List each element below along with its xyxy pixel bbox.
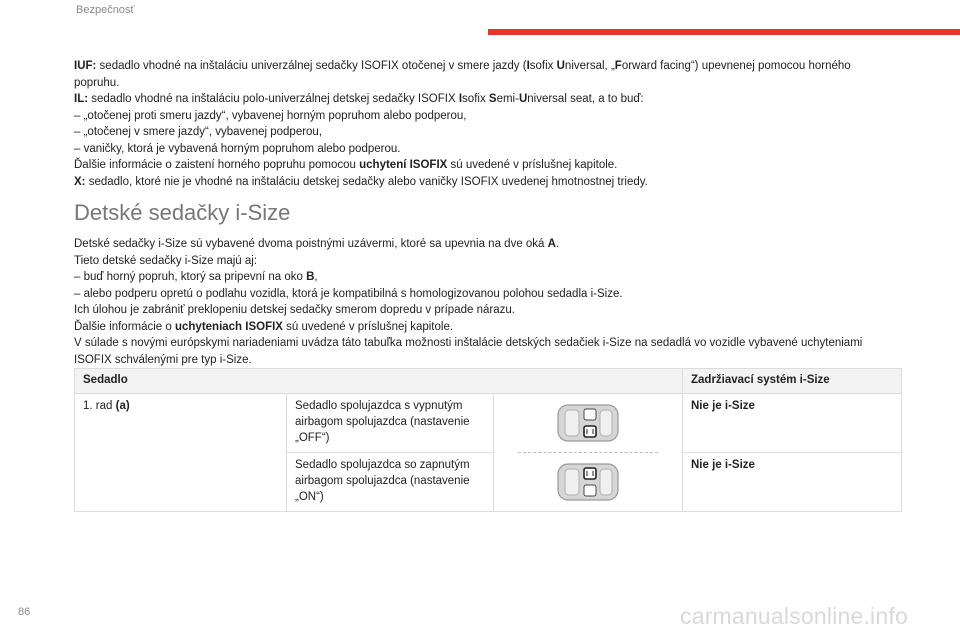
page-number: 86 <box>18 606 31 618</box>
isize-system-status: Nie je i-Size <box>683 453 902 512</box>
iuf-term: IUF: <box>74 60 97 72</box>
il-term: IL: <box>74 93 89 105</box>
car-seat-top-view-icon <box>555 459 621 505</box>
il-option-item: – „otočenej v smere jazdy“, vybavenej podperou, <box>74 126 323 138</box>
il-definition <box>74 91 894 108</box>
il-option-item: – „otočenej proti smeru jazdy“, vybavenej horným popruhom alebo podperou, <box>74 109 467 122</box>
isize-paragraph: Ich úlohou je zabrániť preklopeniu detskej sedačky smerom dopredu v prípade nárazu. <box>74 304 515 316</box>
il-text: sofix <box>462 93 489 105</box>
isize-paragraph <box>74 319 894 336</box>
isize-paragraph: Tieto detské sedačky i-Size majú aj: <box>74 254 258 267</box>
watermark: carmanualsonline.info <box>680 603 908 629</box>
iuf-key: U <box>556 60 565 72</box>
car-seat-top-view-icon <box>555 400 621 446</box>
il-text: niversal seat, a to buď: <box>527 93 644 105</box>
il-key: I <box>458 93 463 105</box>
il-text: emi- <box>496 93 519 105</box>
x-definition <box>74 174 894 191</box>
anchor-label: A <box>547 238 556 250</box>
seat-description <box>287 453 494 512</box>
info-text: sú uvedené v príslušnej kapitole. <box>447 159 618 171</box>
isize-text: – buď horný popruh, ktorý sa pripevní na oko <box>74 271 307 283</box>
il-key: U <box>518 93 528 105</box>
isize-text: sú uvedené v príslušnej kapitole. <box>282 320 454 333</box>
iuf-key: I <box>526 60 530 72</box>
seat-diagram-cell <box>494 394 683 512</box>
header-seat: Sedadlo <box>75 369 683 394</box>
seat-diagram <box>498 400 678 505</box>
row-label-text: 1. rad <box>83 400 116 412</box>
x-text: sedadlo, ktoré nie je vhodné na inštaláciu detskej sedačky alebo vaničky ISOFIX uvedenej hmotnostnej triedy. <box>85 175 648 188</box>
iuf-text: niversal, „ <box>564 60 615 72</box>
isize-seat-table <box>74 368 902 512</box>
iuf-text: sedadlo vhodné na inštaláciu univerzálnej sedačky ISOFIX otočenej v smere jazdy ( <box>96 60 527 72</box>
seat-description <box>287 394 494 453</box>
table-header-row <box>75 369 902 394</box>
seat-description-text: Sedadlo spolujazdca so zapnutým airbagom spolujazdca (nastavenie „ON“) <box>295 459 470 503</box>
isize-text: Ďalšie informácie o <box>74 320 175 333</box>
x-term: X: <box>74 175 86 188</box>
header-section-title: Bezpečnosť <box>76 4 135 16</box>
table-row <box>75 394 902 453</box>
il-text: sedadlo vhodné na inštaláciu polo-univerzálnej detskej sedačky ISOFIX <box>88 93 459 105</box>
isize-bullet: – alebo podperu opretú o podlahu vozidla, ktorá je kompatibilná s homologizovanou polohou sedadla i-Size. <box>74 287 623 300</box>
isize-bullet <box>74 269 894 286</box>
iuf-definition <box>74 58 894 91</box>
section-title: Detské sedačky i-Size <box>74 200 291 225</box>
isize-description <box>74 236 894 368</box>
isize-paragraph: V súlade s novými európskymi nariadeniami uvádza táto tabuľka možnosti inštalácie detských sedačiek i-Size na sedadlá vo vozidle vybavené uchyteniami ISOFIX schválenými pre typ i-Size. <box>74 337 863 366</box>
isize-text: , <box>314 271 318 283</box>
seat-description-text: Sedadlo spolujazdca s vypnutým airbagom spolujazdca (nastavenie „OFF“) <box>295 400 470 444</box>
iuf-text: sofix <box>529 60 557 72</box>
isize-paragraph <box>74 236 894 253</box>
iuf-text: orward facing“) upevnenej pomocou horného popruhu. <box>74 60 851 89</box>
row-label-note: (a) <box>115 400 130 412</box>
il-option-item: – vaničky, ktorá je vybavená horným popruhom alebo podperou. <box>74 142 401 155</box>
row-divider <box>518 452 658 453</box>
row-label <box>75 394 287 512</box>
info-link-text: uchyteniach ISOFIX <box>174 320 283 333</box>
top-tether-info <box>74 157 894 174</box>
isize-system-status: Nie je i-Size <box>683 394 902 453</box>
header-accent-bar <box>488 29 960 35</box>
il-key: S <box>488 93 497 105</box>
iuf-key: F <box>614 60 622 72</box>
info-text: Ďalšie informácie o zaistení horného popruhu pomocou <box>74 159 360 171</box>
anchor-label: B <box>306 271 315 283</box>
isize-text: . <box>555 238 560 250</box>
info-link-text: uchytení ISOFIX <box>359 159 448 171</box>
intro-definitions <box>74 58 894 190</box>
isize-text: Detské sedačky i-Size sú vybavené dvoma poistnými uzávermi, ktoré sa upevnia na dve oká <box>74 238 548 250</box>
header-system: Zadržiavací systém i-Size <box>683 369 902 394</box>
